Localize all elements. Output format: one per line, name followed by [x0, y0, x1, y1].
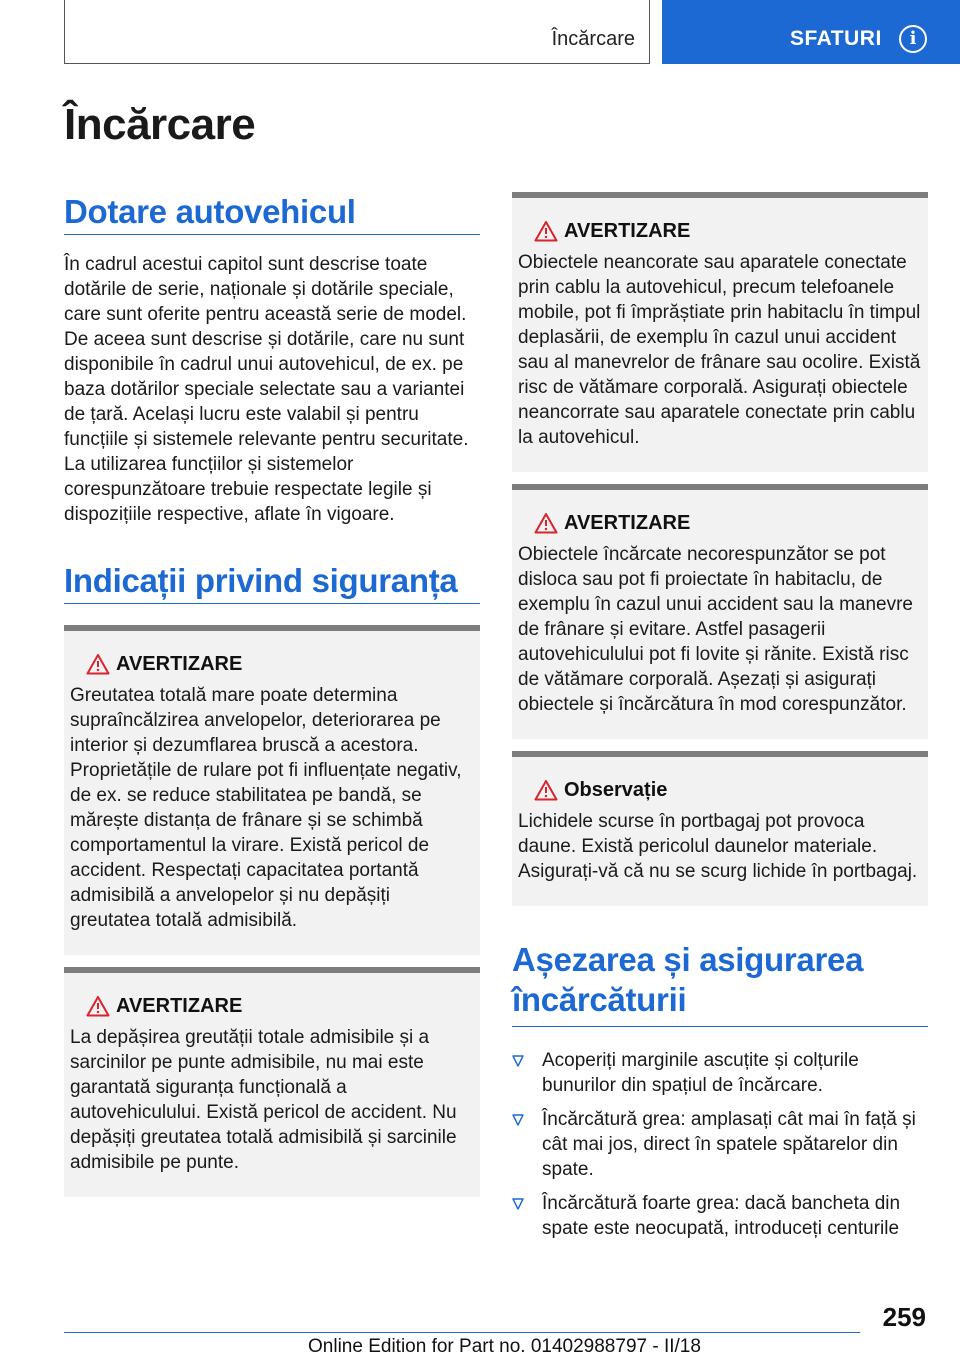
bullet-list: [512, 1048, 928, 1241]
info-icon: i: [899, 25, 927, 53]
footer-rule: [64, 1332, 860, 1333]
right-column: [512, 192, 928, 1250]
warning-title: AVERTIZARE: [116, 995, 243, 1017]
warning-text: Obiectele neancorate sau aparatele conectate prin cablu la autovehicul, precum telefoanele mobile, pot fi împrăștiate prin habitaclu în timpul deplasării, de exemplu în cazul unui accident sau al manevrelor de frânare sau ocolire. Există risc de vătămare corporală. Asigurați obiectele neancorrate sau aparatele conectate prin cablu la autovehicul.: [518, 252, 921, 448]
section-rule: [512, 1026, 928, 1027]
warning-triangle-icon: [534, 220, 558, 242]
note-text: Lichidele scurse în portbagaj pot provoca daune. Există pericolul daunelor materiale. Asigurați-vă că nu se scurg lichide în portbagaj.: [518, 811, 918, 882]
warning-triangle-icon: [534, 779, 558, 801]
triangle-bullet-icon: [512, 1055, 524, 1067]
section-title-asezare: Așezarea și asigurarea încărcăturii: [512, 941, 864, 1018]
warning-triangle-icon: [86, 653, 110, 675]
note-box: [512, 751, 928, 906]
header-chapter-label: Încărcare: [551, 28, 635, 50]
header-section-tab[interactable]: [662, 0, 960, 64]
list-item-text: Acoperiți marginile ascuțite și colțurile bunurilor din spațiul de încărcare.: [542, 1050, 859, 1096]
warning-box: [512, 484, 928, 739]
section-rule: [64, 603, 480, 604]
warning-title: AVERTIZARE: [116, 653, 243, 675]
warning-text: Greutatea totală mare poate determina supraîncălzirea anvelopelor, deteriorarea pe interior și dezumflarea bruscă a acestora. Proprietățile de rulare pot fi influențate negativ, de ex. se reduce stabilitatea pe bandă, se mărește distanța de frânare și se schimbă comportamentul la virare. Există pericol de accident. Respectați capacitatea portantă admisibilă a anvelopelor și nu depășiți greutatea totală admisibilă.: [70, 685, 462, 931]
header-chapter-tab: [64, 0, 650, 64]
warning-box: [64, 967, 480, 1197]
section-title-siguranta: Indicații privind siguranța: [64, 562, 458, 599]
dotare-paragraph: În cadrul acestui capitol sunt descrise toate dotările de serie, naționale și dotările speciale, care sunt oferite pentru această serie de model. De aceea sunt descrise și dotările, care nu sunt disponibile în cadrul unui autovehicul, de ex. pe baza dotărilor speciale selectate sau a variantei de țară. Același lucru este valabil și pentru funcțiile și sistemele relevante pentru securitate. La utilizarea funcțiilor și sistemelor corespunzătoare trebuie respectate legile și dispozițiile respective, aflate în vigoare.: [64, 254, 469, 525]
triangle-bullet-icon: [512, 1114, 524, 1126]
list-item-text: Încărcătură grea: amplasați cât mai în față și cât mai jos, direct în spatele spătarelor din spate.: [542, 1109, 916, 1180]
note-title: Observație: [564, 779, 668, 801]
section-title-dotare: Dotare autovehicul: [64, 193, 356, 230]
page-title: Încărcare: [64, 100, 256, 149]
list-item-text: Încărcătură foarte grea: dacă bancheta din spate este neocupată, introduceți centurile: [542, 1193, 901, 1239]
warning-title: AVERTIZARE: [564, 512, 691, 534]
warning-text: La depășirea greutății totale admisibile și a sarcinilor pe punte admisibile, nu mai este garantată siguranța funcțională a autovehiculului. Există pericol de accident. Nu depășiți greutatea totală admisibilă și sarcinile admisibile pe punte.: [70, 1027, 457, 1173]
list-item: [512, 1191, 928, 1241]
warning-box: [512, 192, 928, 472]
warning-triangle-icon: [534, 512, 558, 534]
left-column: [64, 192, 480, 1197]
warning-title: AVERTIZARE: [564, 220, 691, 242]
triangle-bullet-icon: [512, 1198, 524, 1210]
warning-triangle-icon: [86, 995, 110, 1017]
list-item: [512, 1107, 928, 1182]
warning-box: [64, 625, 480, 955]
header-section-label: SFATURI: [790, 27, 882, 50]
list-item: [512, 1048, 928, 1098]
warning-text: Obiectele încărcate necorespunzător se pot disloca sau pot fi proiectate în habitaclu, de exemplu în cazul unui accident sau la manevre de frânare și evitare. Astfel pasagerii autovehiculului pot fi lovite și rănite. Există risc de vătămare corporală. Așezați și asigurați obiectele și încărcătura în mod corespunzător.: [518, 544, 914, 715]
page-number: 259: [882, 1302, 926, 1332]
footer-edition: Online Edition for Part no. 01402988797 - II/18: [308, 1336, 701, 1357]
section-rule: [64, 234, 480, 235]
